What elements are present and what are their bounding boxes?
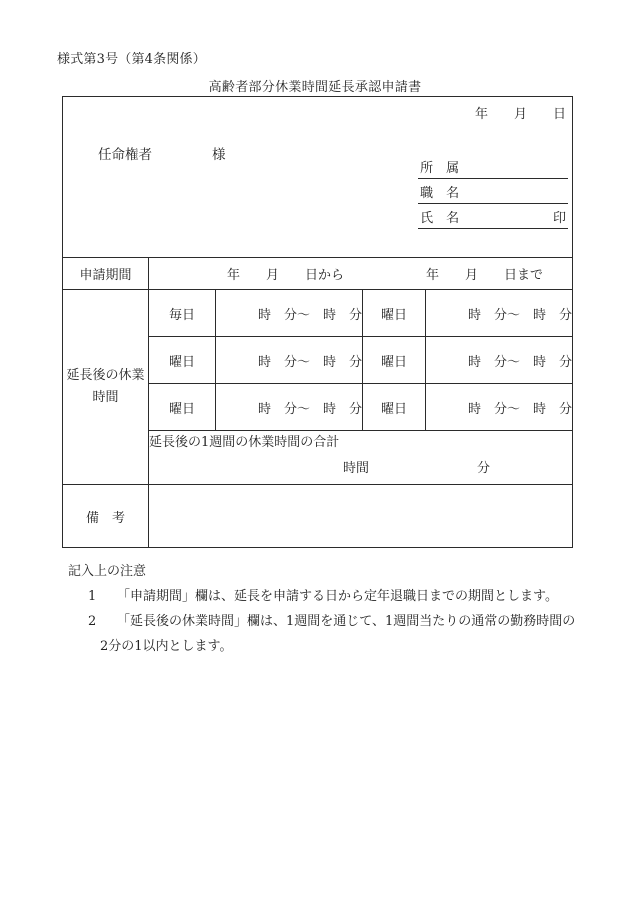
- weekly-total-cell: [149, 431, 573, 485]
- leave-time-row-1: [63, 290, 573, 337]
- applicant-fields: [418, 154, 568, 229]
- addressee-honorific: 様: [212, 147, 226, 163]
- page-title: 高齢者部分休業時間延長承認申請書: [208, 80, 422, 95]
- time-range-cell: 時 分～ 時 分: [426, 384, 573, 431]
- affiliation-field: [418, 154, 568, 179]
- leave-time-label-line2: 時間: [92, 390, 119, 405]
- time-range-cell: 時 分～ 時 分: [426, 290, 573, 337]
- period-from: 年 月 日から: [227, 268, 345, 283]
- remarks-value-cell: [149, 485, 573, 548]
- day-cell: 毎日: [149, 290, 216, 337]
- remarks-label-cell: 備 考: [63, 485, 149, 548]
- weekly-total-label: 延長後の1週間の休業時間の合計: [149, 435, 340, 450]
- name-label: 氏 名: [420, 211, 460, 226]
- day-cell: 曜日: [363, 384, 426, 431]
- note-1-number: 1: [88, 589, 97, 604]
- weekly-total-value: [149, 457, 572, 476]
- total-minutes-unit: 分: [477, 461, 491, 476]
- form-number: 様式第3号（第4条関係）: [57, 52, 206, 67]
- date-line: 年 月 日: [475, 107, 567, 122]
- addressee-line: [98, 143, 226, 163]
- application-period-row: [63, 258, 573, 290]
- day-cell: 曜日: [149, 384, 216, 431]
- note-2-number: 2: [88, 614, 97, 629]
- name-field: [418, 204, 568, 229]
- time-range-cell: 時 分～ 時 分: [426, 337, 573, 384]
- seal-label: 印: [553, 211, 567, 226]
- addressee-label: 任命権者: [98, 147, 152, 163]
- note-item-2-continuation: 2分の1以内とします。: [100, 639, 233, 654]
- time-range-cell: 時 分～ 時 分: [216, 337, 363, 384]
- position-field: [418, 179, 568, 204]
- form-header-cell: [63, 97, 573, 258]
- leave-time-label-line1: 延長後の休業: [66, 368, 145, 383]
- note-2-text-line1: 「延長後の休業時間」欄は、1週間を通じて、1週間当たりの通常の勤務時間の: [117, 614, 576, 629]
- note-item-1: [88, 585, 558, 604]
- form-header-row: [63, 97, 573, 258]
- leave-time-label-cell: [63, 290, 149, 485]
- period-label-cell: 申請期間: [63, 258, 149, 290]
- remarks-row: [63, 485, 573, 548]
- time-range-cell: 時 分～ 時 分: [216, 290, 363, 337]
- day-cell: 曜日: [149, 337, 216, 384]
- notes-heading: 記入上の注意: [68, 564, 147, 579]
- total-hours-unit: 時間: [343, 461, 370, 476]
- period-value-cell: [149, 258, 573, 290]
- position-label: 職 名: [420, 186, 460, 201]
- day-cell: 曜日: [363, 337, 426, 384]
- note-item-2: [88, 610, 575, 629]
- affiliation-label: 所 属: [420, 161, 460, 176]
- application-form-table: [62, 96, 573, 548]
- note-1-text: 「申請期間」欄は、延長を申請する日から定年退職日までの期間とします。: [117, 589, 558, 604]
- day-cell: 曜日: [363, 290, 426, 337]
- time-range-cell: 時 分～ 時 分: [216, 384, 363, 431]
- period-to: 年 月 日まで: [426, 268, 544, 283]
